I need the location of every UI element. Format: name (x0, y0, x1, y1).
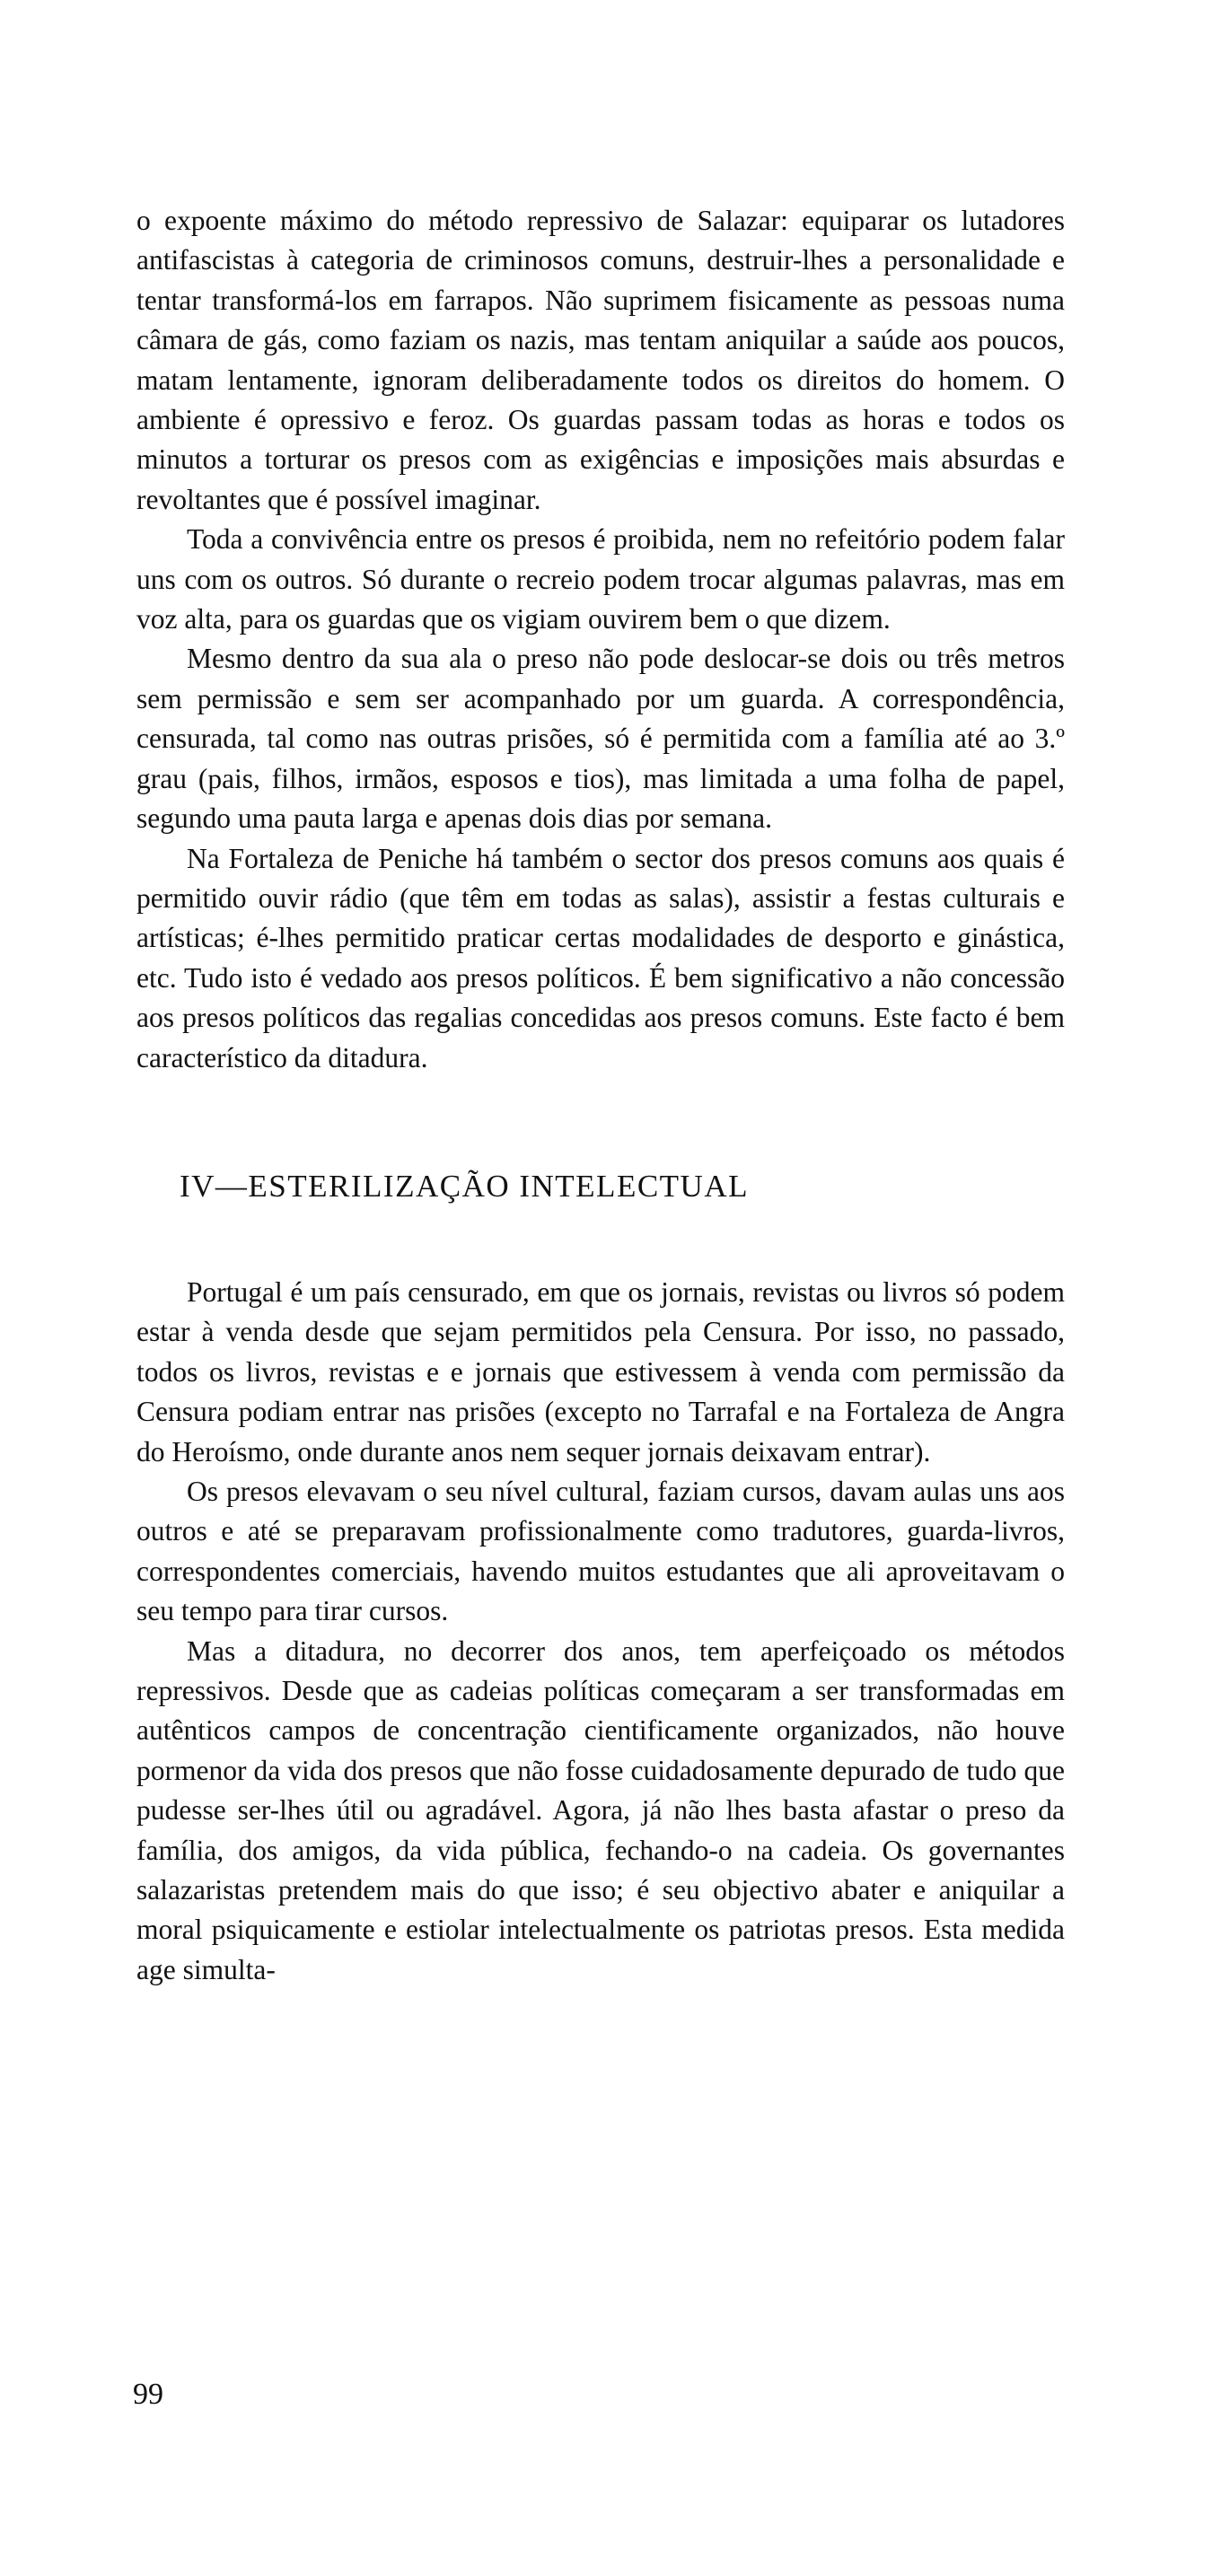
paragraph: Toda a convivência entre os presos é proibida, nem no refeitório podem falar uns com os outros. Só durante o recreio podem trocar algumas palavras, mas em voz alta, para os guardas que os vigiam ouvirem bem o que dizem. (136, 523, 1065, 635)
paragraph: Portugal é um país censurado, em que os jornais, revistas ou livros só podem estar à venda desde que sejam permitidos pela Censura. Por isso, no passado, todos os livros, revistas e e jornais que estivessem à venda com permissão da Censura podiam entrar nas prisões (excepto no Tarrafal e na Fortaleza de Angra do Heroísmo, onde durante anos nem sequer jornais deixavam entrar). (136, 1275, 1065, 1468)
paragraph: Na Fortaleza de Peniche há também o sector dos presos comuns aos quais é permitido ouvir rádio (que têm em todas as salas), assistir a festas culturais e artísticas; é-lhes permitido praticar certas modalidades de desporto e ginástica, etc. Tudo isto é vedado aos presos políticos. É bem significativo a não concessão aos presos políticos das regalias concedidas aos presos comuns. Este facto é bem característico da ditadura. (136, 842, 1065, 1073)
paragraph-continuation: o expoente máximo do método repressivo de Salazar: equiparar os lutadores antifascistas à categoria de criminosos comuns, destruir-lhes a personalidade e tentar transformá-los em farrapos. Não suprimem fisicamente as pessoas numa câmara de gás, como faziam os nazis, mas tentam aniquilar a saúde aos poucos, matam lentamente, ignoram deliberadamente todos os direitos do homem. O ambiente é opressivo e feroz. Os guardas passam todas as horas e todos os minutos a torturar os presos com as exigências e imposições mais absurdas e revoltantes que é possível imaginar. (136, 205, 1065, 515)
page-body (136, 201, 1065, 1990)
section-heading: IV—ESTERILIZAÇÃO INTELECTUAL (180, 1168, 749, 1204)
paragraph: Os presos elevavam o seu nível cultural, faziam cursos, davam aulas uns aos outros e até se preparavam profissionalmente como tradutores, guarda-livros, correspondentes comerciais, havendo muitos estudantes que ali aproveitavam o seu tempo para tirar cursos. (136, 1475, 1065, 1627)
section-body (136, 1273, 1065, 1990)
page-number: 99 (133, 2378, 163, 2411)
paragraph: Mas a ditadura, no decorrer dos anos, tem aperfeiçoado os métodos repressivos. Desde que as cadeias políticas começaram a ser transformadas em autênticos campos de concentração cientificamente organizados, não houve pormenor da vida dos presos que não fosse cuidadosamente depurado de tudo que pudesse ser-lhes útil ou agradável. Agora, já não lhes basta afastar o preso da família, dos amigos, da vida pública, fechando-o na cadeia. Os governantes salazaristas pretendem mais do que isso; é seu objectivo abater e aniquilar a moral psiquicamente e estiolar intelectualmente os patriotas presos. Esta medida age simulta- (136, 1634, 1065, 1985)
paragraph: Mesmo dentro da sua ala o preso não pode deslocar-se dois ou três metros sem permissão e sem ser acompanhado por um guarda. A correspondência, censurada, tal como nas outras prisões, só é permitida com a família até ao 3.º grau (pais, filhos, irmãos, esposos e tios), mas limitada a uma folha de papel, segundo uma pauta larga e apenas dois dias por semana. (136, 643, 1065, 835)
